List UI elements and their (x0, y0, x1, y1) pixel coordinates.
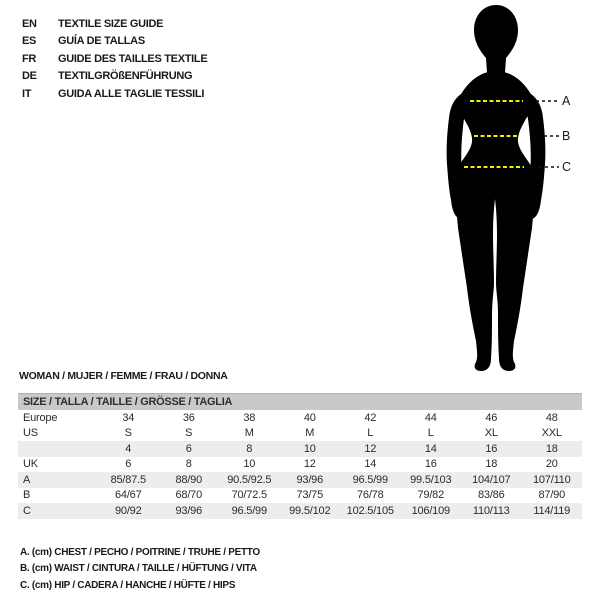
row-label: US (23, 427, 38, 440)
size-table-header: SIZE / TALLA / TAILLE / GRÖSSE / TAGLIA (18, 393, 582, 410)
table-cell: 110/113 (472, 504, 510, 517)
table-cell: 42 (364, 411, 377, 424)
table-cell: 18 (485, 458, 498, 471)
table-cell: 102.5/105 (346, 504, 394, 517)
table-cell: 6 (125, 458, 132, 471)
table-cell: S (124, 427, 132, 440)
language-title: TEXTILGRÖßENFÜHRUNG (58, 70, 193, 83)
table-row-europe (18, 410, 582, 426)
silhouette-head (474, 5, 518, 76)
silhouette-right-arm (526, 94, 545, 219)
legend-chest: A. (cm) CHEST / PECHO / POITRINE / TRUHE / PETTO (20, 547, 260, 558)
language-code: FR (22, 52, 37, 65)
table-cell: 85/87.5 (110, 473, 146, 486)
table-cell: 36 (182, 411, 195, 424)
table-cell: 93/96 (175, 504, 203, 517)
table-cell: 64/67 (114, 489, 142, 502)
marker-label-chest: A (562, 94, 571, 108)
section-title-woman: WOMAN / MUJER / FEMME / FRAU / DONNA (19, 370, 228, 382)
language-row-en (22, 15, 207, 33)
silhouette-left-arm (447, 94, 466, 219)
row-label: C (23, 504, 31, 517)
language-code: ES (22, 35, 37, 48)
table-cell: 79/82 (417, 489, 445, 502)
row-label: UK (23, 458, 38, 471)
language-title: GUÍA DE TALLAS (58, 35, 145, 48)
language-title: TEXTILE SIZE GUIDE (58, 17, 164, 30)
table-cell: 83/86 (477, 489, 505, 502)
legend-hip: C. (cm) HIP / CADERA / HANCHE / HÜFTE / HIPS (20, 579, 236, 591)
table-cell: XL (484, 427, 498, 440)
language-row-es (22, 33, 207, 51)
language-code: DE (22, 70, 37, 83)
table-cell: 88/90 (175, 473, 203, 486)
language-code: EN (22, 17, 37, 30)
table-cell: 76/78 (356, 489, 384, 502)
table-cell: 96.5/99 (231, 504, 267, 517)
table-cell: 6 (185, 442, 192, 455)
table-cell: M (305, 427, 315, 440)
language-row-it (22, 85, 207, 103)
table-row-uk (18, 457, 582, 473)
table-cell: 38 (243, 411, 256, 424)
table-cell: 8 (246, 442, 253, 455)
table-cell: 20 (545, 458, 558, 471)
table-cell: L (367, 427, 374, 440)
table-cell: 99.5/102 (289, 504, 331, 517)
table-cell: 70/72.5 (231, 489, 267, 502)
table-cell: 16 (424, 458, 437, 471)
marker-label-waist: B (562, 129, 571, 143)
table-cell: 90.5/92.5 (227, 473, 272, 486)
table-row-hip-c (18, 503, 582, 519)
table-cell: 12 (303, 458, 316, 471)
measurement-legend (20, 545, 260, 594)
table-row-waist-b (18, 488, 582, 504)
marker-label-hip: C (562, 160, 572, 174)
table-cell: 90/92 (114, 504, 142, 517)
table-cell: 14 (424, 442, 437, 455)
table-cell: 73/75 (296, 489, 324, 502)
table-cell: 34 (122, 411, 135, 424)
table-cell: 16 (485, 442, 498, 455)
table-cell: 107/110 (532, 473, 571, 486)
table-cell: 12 (364, 442, 377, 455)
woman-silhouette-figure (430, 0, 600, 380)
table-cell: 99.5/103 (410, 473, 452, 486)
table-cell: S (185, 427, 193, 440)
table-cell: 114/119 (533, 504, 571, 517)
table-cell: 106/109 (411, 504, 450, 517)
language-code: IT (22, 87, 32, 100)
table-row-us (18, 426, 582, 442)
table-cell: 93/96 (296, 473, 324, 486)
table-cell: XXL (541, 427, 562, 440)
silhouette-body (455, 71, 536, 371)
row-label: B (23, 489, 31, 502)
table-cell: 44 (424, 411, 437, 424)
table-cell: 104/107 (472, 473, 511, 486)
table-cell: 46 (485, 411, 498, 424)
table-row-chest-a (18, 472, 582, 488)
table-row-us-numeric (18, 441, 582, 457)
row-label: A (23, 473, 31, 486)
table-cell: 4 (125, 442, 132, 455)
table-cell: 68/70 (175, 489, 203, 502)
table-cell: 96.5/99 (352, 473, 388, 486)
table-cell: 14 (364, 458, 377, 471)
language-row-de (22, 68, 207, 86)
table-cell: 87/90 (538, 489, 566, 502)
language-title: GUIDA ALLE TAGLIE TESSILI (58, 87, 205, 100)
table-cell: 10 (303, 442, 316, 455)
language-title: GUIDE DES TAILLES TEXTILE (58, 52, 208, 65)
size-table (18, 393, 582, 519)
table-cell: 18 (545, 442, 558, 455)
table-cell: 40 (303, 411, 316, 424)
table-cell: 8 (185, 458, 192, 471)
table-cell: 48 (545, 411, 558, 424)
language-guide (22, 15, 207, 103)
table-cell: M (244, 427, 254, 440)
table-cell: L (427, 427, 434, 440)
row-label: Europe (23, 411, 58, 424)
table-cell: 10 (243, 458, 256, 471)
legend-waist: B. (cm) WAIST / CINTURA / TAILLE / HÜFTUNG / VITA (20, 563, 257, 575)
language-row-fr (22, 50, 207, 68)
